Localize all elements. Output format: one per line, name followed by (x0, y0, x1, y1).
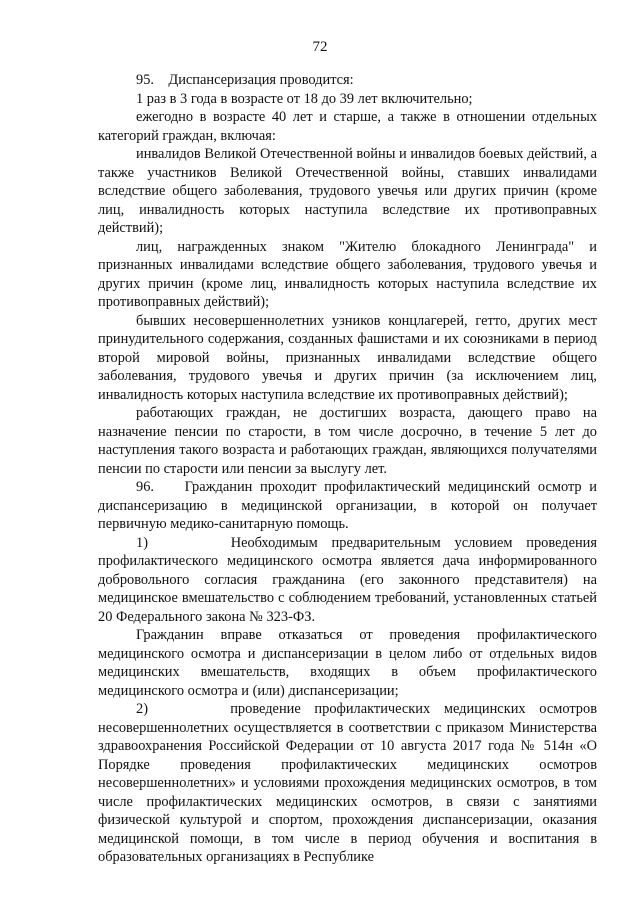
paragraph-item-96: 96. Гражданин проходит профилактический медицинский осмотр и диспансеризацию в медицинской организации, в которой он получает первичную медико-санитарную помощь. (98, 479, 597, 532)
paragraph-annually-40-plus: ежегодно в возрасте 40 лет и старше, а также в отношении отдельных категорий граждан, включая: (98, 109, 597, 144)
paragraph-leningrad-siege-badge: лиц, награжденных знаком "Жителю блокадного Ленинграда" и признанных инвалидами вследствие общего заболевания, трудового увечья и других причин (кроме лиц, инвалидность которых наступила вследствие их противоправных действий); (98, 238, 597, 310)
paragraph-working-citizens: работающих граждан, не достигших возраста, дающего право на назначение пенсии по старости, в том числе досрочно, в течение 5 лет до наступления такого возраста и работающих граждан, являющихся получателями пенсии по старости или пенсии за выслугу лет. (98, 405, 597, 477)
page-number: 72 (312, 39, 328, 55)
paragraph-former-camp-prisoners: бывших несовершеннолетних узников концлагерей, гетто, других мест принудительного содержания, созданных фашистами и их союзниками в период второй мировой войны, признанных инвалидами вследствие общего заболевания, трудового увечья и других причин (за исключением лиц, инвалидность которых наступила вследствие их противоправных действий); (98, 312, 597, 403)
paragraph-once-in-three-years: 1 раз в 3 года в возрасте от 18 до 39 лет включительно; (136, 90, 473, 107)
paragraph-right-to-refuse: Гражданин вправе отказаться от проведения профилактического медицинского осмотра и диспансеризации в целом либо от отдельных видов медицинских вмешательств, входящих в объем профилактического медицинского осмотра и (или) диспансеризации; (98, 627, 597, 699)
paragraph-subitem-1-consent: 1) Необходимым предварительным условием проведения профилактического медицинского осмотра является дача информированного добровольного согласия гражданина (его законного представителя) на медицинское вмешательство с соблюдением требований, установленных статьей 20 Федерального закона № 323-ФЗ. (98, 534, 597, 625)
paragraph-subitem-2-minors: 2) проведение профилактических медицинских осмотров несовершеннолетних осуществляется в соответствии с приказом Министерства здравоохранения Российской Федерации от 10 августа 2017 года № 514н «О Порядке проведения профилактических медицинских осмотров несовершеннолетних» и условиями прохождения медицинских осмотров, в том числе профилактических медицинских осмотров, в связи с занятиями физической культурой и спортом, прохождения диспансеризации, оказания медицинской помощи, в том числе в период обучения и воспитания в образовательных организациях в Республике (98, 701, 597, 865)
document-body (98, 71, 597, 867)
paragraph-item-95-heading: 95. Диспансеризация проводится: (136, 72, 354, 88)
paragraph-war-invalids: инвалидов Великой Отечественной войны и инвалидов боевых действий, а также участников Великой Отечественной войны, ставших инвалидами вследствие общего заболевания, трудового увечья или других причин (кроме лиц, инвалидность которых наступила вследствие их противоправных действий); (98, 146, 597, 236)
